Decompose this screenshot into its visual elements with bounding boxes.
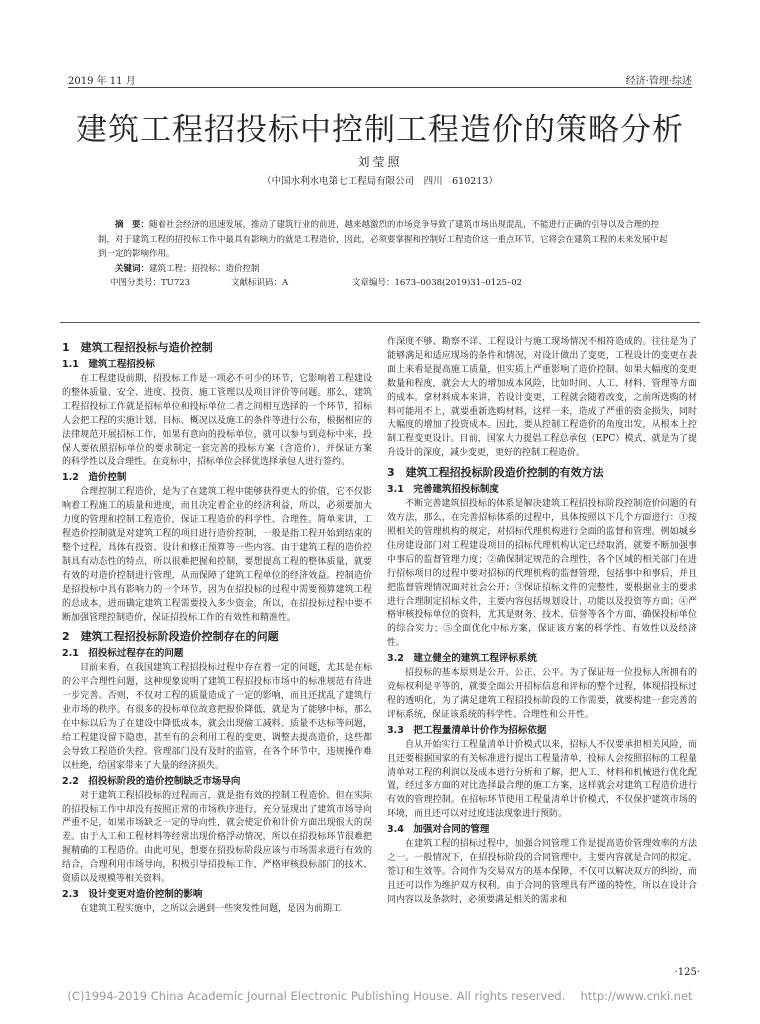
body-paragraph: 在建筑工程的招标过程中，加强合同管理工作是提高造价管理效率的方法之一。一般情况下，在招投标阶段的合同管理中，主要内容就是合同的拟定、签订和生效等。合同作为交易双方的基本保障，不仅可以解决双方的纠纷，而且还可以作为维护双方权利。由于合同的管理具有严谨的特性，所以在设计合同内容以及条款时，必须要满足相关的需求和 (387, 839, 697, 905)
keywords-label: 关键词： (115, 263, 150, 274)
keywords-text: 建筑工程；招投标；造价控制 (149, 263, 260, 274)
subsection-heading: 1.1 建筑工程招投标 (62, 359, 155, 370)
abstract-label: 摘 要： (115, 220, 150, 230)
body-paragraph: 招投标的基本原则是公开、公正、公平。为了保证每一位投标人所拥有的竞标权利是平等的，就要全面公开招标信息和评标的整个过程，体现招投标过程的透明化，为了满足建筑工程招投标阶段的工作需要，就要构建一套完善的评标系统，保证该系统的科学性、合理性和公开性。 (387, 668, 697, 720)
author-affiliation: （中国水利水电第七工程局有限公司 四川 610213） (262, 176, 498, 187)
abstract-block (98, 218, 674, 291)
document-code: 文献标识码：A (231, 278, 289, 288)
page-number: ·125· (674, 967, 700, 978)
subsection-heading: 2.1 招投标过程存在的问题 (62, 648, 184, 660)
running-header (68, 68, 692, 88)
keywords-line (98, 262, 674, 277)
subsection-heading: 3.1 完善建筑招投标制度 (387, 484, 499, 496)
body-paragraph: 对于建筑工程招投标的过程而言，就是指有效的控制工程造价。但在实际的招投标工作中却没有按照正常的市场秩序进行，充分显现出了建筑市场导向严重不足，如果市场缺乏一定的导向性，就会使定价和计价方面出现很大的误差。由于人工和工程材料等经常出现价格浮动情况，所以在招投标环节很难把握精确的工程造价。由此可见，想要在招投标阶段应该与市场需求进行有效的结合，合理利用市场导向，积极引导招投标工作，严格审核投标部门的技术、资质以及规模等相关资料。 (62, 790, 372, 885)
copyright-footer: (C)1994-2019 China Academic Journal Electronic Publishing House. All rights reserved. http://www.cnki.net (67, 989, 693, 1003)
subsection-heading: 2.3 设计变更对造价控制的影响 (62, 889, 203, 900)
subsection-heading: 3.4 加强对合同的管理 (387, 824, 490, 836)
body-paragraph: 作深度不够、勘察不详、工程设计与施工现场情况不相符造成的。往往是为了能够满足和适应现场的条件和情况，对设计做出了变更，工程设计的变更在表面上来看是提高施工质量，但实质上严重影响了造价控制。如果大幅度的变更数量和程度，就会大大的增加成本风险，比如时间、人工、材料、管理等方面的成本。拿材料成本来讲，若设计变更，工程就会随着改变，之前所选购的材料可能用不上，就要重新选购材料，这样一来，造成了严重的资金损失，同时大幅度的增加了投资成本。因此，要从控制工程造价的角度出发，从根本上控制工程变更设计。目前，国家大力提倡工程总承包（EPC）模式，就是为了提升设计的深度，减少变更，更好的控制工程造价。 (387, 337, 697, 459)
section-heading: 3 建筑工程招投标阶段造价控制的有效方法 (387, 466, 604, 480)
section-divider (60, 322, 700, 323)
classification-row (98, 276, 674, 291)
clc-number: 中图分类号：TU723 (110, 278, 191, 288)
abstract-paragraph (98, 218, 674, 262)
body-paragraph: 目前来看，在我国建筑工程招投标过程中存在着一定的问题，尤其是在标的公平合理性问题，这种现象说明了建筑工程招投标市场中的标准规范有待进一步完善。否则，不仅对工程的质量造成了一定的影响，而且还扰乱了建筑行业市场的秩序。有很多的投标单位故意把报价降低，就是为了能够中标，那么在中标以后为了在建设中降低成本，就会出现偷工减料、质量不达标等问题，给工程建设留下隐患，甚至有的会利用工程的变更、调整去提高造价，这些都会导致工程造价失控。管理部门没有及时的监管，在各个环节中，违规操作难以杜绝，给国家带来了大量的经济损失。 (62, 663, 372, 771)
section-heading: 1 建筑工程招投标与造价控制 (62, 341, 213, 354)
body-paragraph: 不断完善建筑招投标的体系是解决建筑工程招投标阶段控制造价问题的有效方法，那么，在完善招标体系的过程中，具体按照以下几个方面进行：①按照相关的管理机构的规定，对招标代理机构进行全面的监督和管理。例如城乡住房建设部门对工程建设项目的招标代理机构认定已经取消，就要不断加强事中事后的监督管理力度；②确保制定规范的合理性，各个区域的相关部门在进行招标项目的过程中要对招标的代理机构的监督管理，包括事中和事后，并且把监督管理情况面对社会公开；③保证招标文件的完整性，要根据业主的要求进行合理制定招标文件，主要内容包括规划设计、功能以及投资等方面；④严格审核投标单位的资料，尤其是财务、技术、信誉等各个方面，确保投标单位的综合实力；⑤全面优化中标方案，保证该方案的科学性、有效性以及经济性。 (387, 499, 697, 649)
journal-section: 经济·管理·综述 (625, 76, 692, 87)
header-rule (68, 87, 692, 88)
subsection-heading: 1.2 造价控制 (62, 472, 127, 484)
subsection-heading: 2.2 招投标阶段的造价控制缺乏市场导向 (62, 775, 241, 787)
left-column (62, 336, 372, 917)
author-name: 刘莹照 (357, 155, 403, 169)
article-number: 文章编号：1673–0038(2019)31–0125–02 (352, 278, 523, 288)
issue-date: 2019 年 11 月 (68, 76, 136, 87)
body-paragraph: 自从开始实行工程量清单计价模式以来，招标人不仅要承担相关风险，而且还要根据国家的有关标准进行提出工程量清单，投标人会按照招标的工程量清单对工程的利润以及成本进行分析和了解，把人工、材料和机械进行优化配置，经过多方面的对比选择最合理的施工方案，这样就会对建筑工程造价进行有效的管理控制。在招标环节使用工程量清单计价模式，不仅保护建筑市场的环境，而且还可以对过度违法现象进行预防。 (387, 739, 697, 820)
subsection-heading: 3.3 把工程量清单计价作为招标依据 (387, 724, 547, 736)
body-paragraph: 在工程建设前期，招投标工作是一项必不可少的环节，它影响着工程建设的整体质量、安全、进度、投资、施工管理以及项目评价等问题。那么，建筑工程招投标工作就是招标单位和投标单位二者之间相互选择的一个环节，招标人会把工程的实施计划、目标、概况以及施工的条件等进行公布，根据相应的法律规范开展招标工作，如果有意向的投标单位，就可以参与到竞标中来，投保人要依照招标单位的要求制定一套完善的投标方案（含造价），并保证方案的科学性以及合理性。在竞标中，招标单位会择优选择承包人进行签约。 (62, 374, 372, 468)
abstract-text: 随着社会经济的迅速发展，推动了建筑行业的前进，越来越激烈的市场竞争导致了建筑市场出现混乱，不能进行正确的引导以及合理的控制，对于建筑工程的招投标工作中最具有影响力的就是工程造价，因此，必须要掌握和控制好工程造价这一重点环节，它将会在建筑工程的未来发展中起到一定的影响作用。 (98, 220, 668, 259)
subsection-heading: 3.2 建立健全的建筑工程评标系统 (387, 653, 537, 665)
section-heading: 2 建筑工程招投标阶段造价控制存在的问题 (62, 630, 279, 644)
right-column (387, 336, 697, 908)
body-paragraph: 合理控制工程造价，是为了在建筑工程中能够获得更大的价值，它不仅影响着工程施工的质量和进度，而且决定着企业的经济利益，所以，必须要加大力度的管理和控制工程造价，保证工程造价的科学性、合理性。简单来讲，工程造价控制就是对建筑工程的项目进行造价控制，一般是指工程开始到结束的整个过程，具体有投资、设计和修正预算等一些内容。由于建筑工程的造价控制具有动态性的特点，所以很难把握和控制，要想提高工程的整体质量，就要有效的对造价控制进行管理，从而保障了建筑工程单位的经济效益。控制造价是招投标中具有影响力的一个环节，因为在招投标的过程中需要预算建筑工程的总成本，进而确定建筑工程需要投入多少资金，所以，在招投标过程中要不断加强管理控制造价，保证招投标工作的有效性和精准性。 (62, 487, 372, 623)
body-paragraph: 在建筑工程实施中，之所以会遇到一些突发性问题，是因为前期工 (80, 904, 342, 914)
paper-title: 建筑工程招投标中控制工程造价的策略分析 (76, 112, 684, 148)
